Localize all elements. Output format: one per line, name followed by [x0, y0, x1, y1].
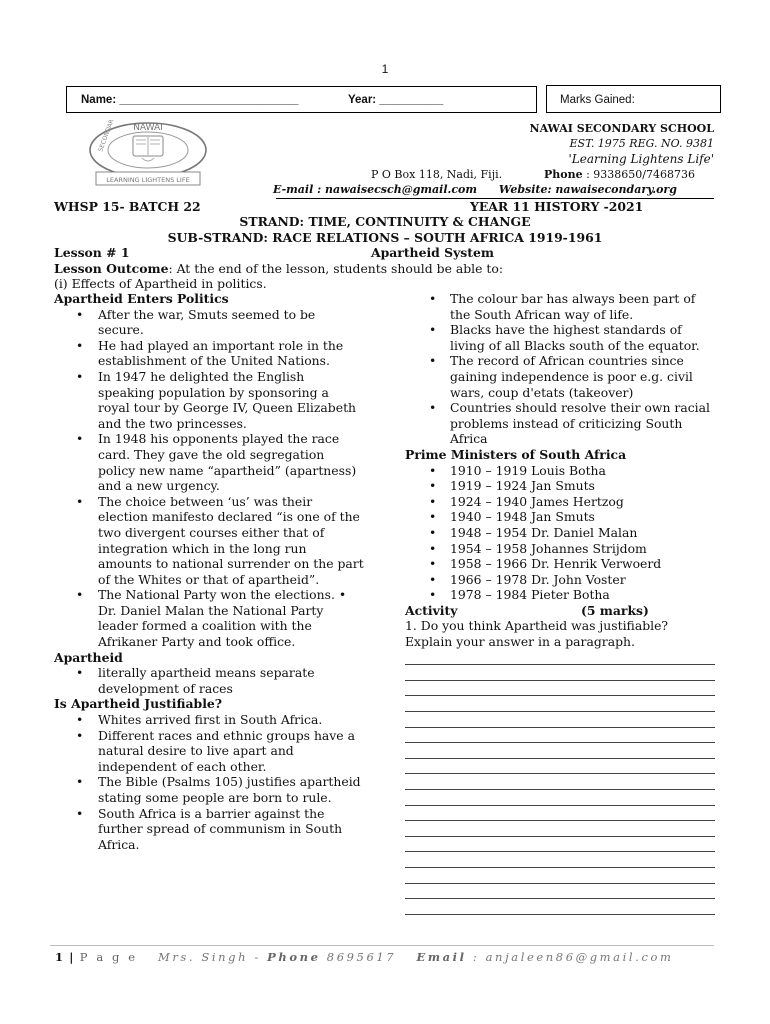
list-item: • Countries should resolve their own racial problems instead of criticizing South Africa: [405, 400, 715, 447]
course-label: YEAR 11 HISTORY -2021: [470, 199, 644, 214]
pm-list-item: • 1924 – 1940 James Hertzog: [405, 494, 715, 510]
marks-gained-label: Marks Gained:: [560, 94, 635, 106]
answer-lines-area[interactable]: [405, 650, 715, 915]
footer-page-number: 1: [55, 950, 64, 964]
section-title-prime-ministers: Prime Ministers of South Africa: [405, 446, 627, 462]
pm-list-item: • 1940 – 1948 Jan Smuts: [405, 509, 715, 525]
pm-list-item: • 1958 – 1966 Dr. Henrik Verwoerd: [405, 556, 715, 572]
list-item: • The Bible (Psalms 105) justifies apartheid stating some people are born to rule.: [54, 774, 364, 805]
prime-ministers-list: [405, 463, 715, 603]
list-item: • Whites arrived first in South Africa.: [54, 712, 364, 728]
list-item: • In 1948 his opponents played the race card. They gave the old segregation policy new name “apartheid” (apartness) and a new urgency.: [54, 431, 364, 493]
answer-line[interactable]: [405, 852, 715, 868]
answer-line[interactable]: [405, 774, 715, 790]
activity-question: 1. Do you think Apartheid was justifiable? Explain your answer in a paragraph.: [405, 618, 669, 650]
crest-side-text: SECONDARY SCHOOL: [97, 120, 126, 153]
lesson-outcome: [54, 261, 503, 277]
list-item: • The colour bar has always been part of the South African way of life.: [405, 291, 715, 322]
list-item: • After the war, Smuts seemed to be secure.: [54, 307, 364, 338]
answer-line[interactable]: [405, 759, 715, 775]
footer-phone-label: Phone: [267, 950, 321, 964]
footer-separator: |: [69, 950, 74, 964]
school-website-link[interactable]: nawaisecondary.org: [555, 183, 677, 196]
school-website-label: Website:: [498, 183, 552, 196]
list-item: • Different races and ethnic groups have a natural desire to live apart and independent of each other.: [54, 728, 364, 775]
section-title-apartheid-enters-politics: Apartheid Enters Politics: [54, 291, 229, 306]
answer-line[interactable]: [405, 696, 715, 712]
list-item: • South Africa is a barrier against the further spread of communism in South Africa.: [54, 806, 364, 853]
name-field-label[interactable]: Name: ____________________________: [81, 94, 299, 106]
answer-line[interactable]: [405, 728, 715, 744]
pm-list-item: • 1966 – 1978 Dr. John Voster: [405, 572, 715, 588]
pm-list-item: • 1910 – 1919 Louis Botha: [405, 463, 715, 479]
school-phone: : 9338650/7468736: [586, 168, 695, 181]
apartheid-politics-list: [54, 307, 364, 650]
school-phone-label: Phone: [544, 168, 583, 181]
answer-line[interactable]: [405, 837, 715, 853]
answer-line[interactable]: [405, 712, 715, 728]
answer-line[interactable]: [405, 884, 715, 900]
footer-teacher: Mrs. Singh -: [157, 950, 261, 964]
list-item: • Blacks have the highest standards of living of all Blacks south of the equator.: [405, 322, 715, 353]
school-name: NAWAI SECONDARY SCHOOL: [529, 122, 714, 135]
list-item: • The record of African countries since gaining independence is poor e.g. civil wars, coup d'etats (takeover): [405, 353, 715, 400]
list-item: • The choice between ‘us’ was their election manifesto declared “is one of the two divergent courses either that of integration which in the long run amounts to national surrender on the part of the Whites or that of apartheid”.: [54, 494, 364, 588]
list-item: • In 1947 he delighted the English speaking population by sponsoring a royal tour by George IV, Queen Elizabeth and the two princesses.: [54, 369, 364, 431]
marks-gained-box: [546, 85, 721, 113]
footer-page-word: P a g e: [79, 950, 138, 964]
footer-email: : anjaleen86@gmail.com: [472, 950, 674, 964]
lesson-title: Apartheid System: [371, 245, 494, 260]
pm-list-item: • 1948 – 1954 Dr. Daniel Malan: [405, 525, 715, 541]
pm-list-item: • 1954 – 1958 Johannes Strijdom: [405, 541, 715, 557]
strand-title: STRAND: TIME, CONTINUITY & CHANGE: [239, 214, 531, 229]
answer-line[interactable]: [405, 790, 715, 806]
lesson-outcome-item: (i) Effects of Apartheid in politics.: [54, 276, 267, 291]
section-title-apartheid: Apartheid: [54, 649, 123, 665]
page-footer: [55, 950, 674, 964]
answer-line[interactable]: [405, 899, 715, 915]
answer-line[interactable]: [405, 806, 715, 822]
crest-top-text: NAWAI: [133, 123, 163, 133]
right-column: [405, 291, 715, 915]
apartheid-definition-list: [54, 665, 364, 696]
school-crest-logo: [86, 120, 210, 190]
list-item: • literally apartheid means separate development of races: [54, 665, 364, 696]
year-field-label[interactable]: Year: __________: [348, 94, 444, 106]
school-address: P O Box 118, Nadi, Fiji.: [371, 168, 503, 181]
lesson-outcome-text: : At the end of the lesson, students should be able to:: [168, 261, 504, 276]
school-contact-row: [273, 183, 677, 196]
school-email-link[interactable]: nawaisecsch@gmail.com: [325, 183, 478, 196]
section-title-is-apartheid-justifiable: Is Apartheid Justifiable?: [54, 696, 223, 712]
substrand-title: SUB-STRAND: RACE RELATIONS – SOUTH AFRICA 1919-1961: [167, 230, 603, 245]
answer-line[interactable]: [405, 743, 715, 759]
list-item: • He had played an important role in the establishment of the United Nations.: [54, 338, 364, 369]
footer-divider: [50, 945, 714, 946]
footer-email-label: Email: [416, 950, 467, 964]
answer-line[interactable]: [405, 665, 715, 681]
crest-motto-banner: LEARNING LIGHTENS LIFE: [106, 176, 190, 184]
name-year-box: [66, 86, 537, 113]
answer-line[interactable]: [405, 821, 715, 837]
activity-marks: (5 marks): [581, 602, 649, 618]
justification-list: [54, 712, 364, 852]
answer-line[interactable]: [405, 650, 715, 666]
page-number-top: 1: [381, 62, 389, 76]
answer-line[interactable]: [405, 868, 715, 884]
left-column: [54, 291, 364, 852]
crest-emblem-icon: [86, 120, 210, 190]
pm-list-item: • 1978 – 1984 Pieter Botha: [405, 587, 715, 603]
pm-list-item: • 1919 – 1924 Jan Smuts: [405, 478, 715, 494]
school-email-label: E-mail :: [273, 183, 322, 196]
activity-heading: [405, 603, 715, 619]
school-phone-row: [544, 168, 695, 181]
answer-line[interactable]: [405, 681, 715, 697]
lesson-number: Lesson # 1: [54, 245, 130, 260]
school-motto: 'Learning Lightens Life': [568, 152, 714, 166]
lesson-outcome-label: Lesson Outcome: [54, 261, 169, 276]
list-item: • The National Party won the elections. • Dr. Daniel Malan the National Party leader formed a coalition with the Afrikaner Party and took office.: [54, 587, 364, 649]
justification-list-continued: [405, 291, 715, 447]
batch-label: WHSP 15- BATCH 22: [54, 199, 201, 214]
activity-label: Activity: [405, 602, 458, 618]
footer-phone: 8695617: [326, 950, 397, 964]
school-established: EST. 1975 REG. NO. 9381: [569, 137, 714, 150]
